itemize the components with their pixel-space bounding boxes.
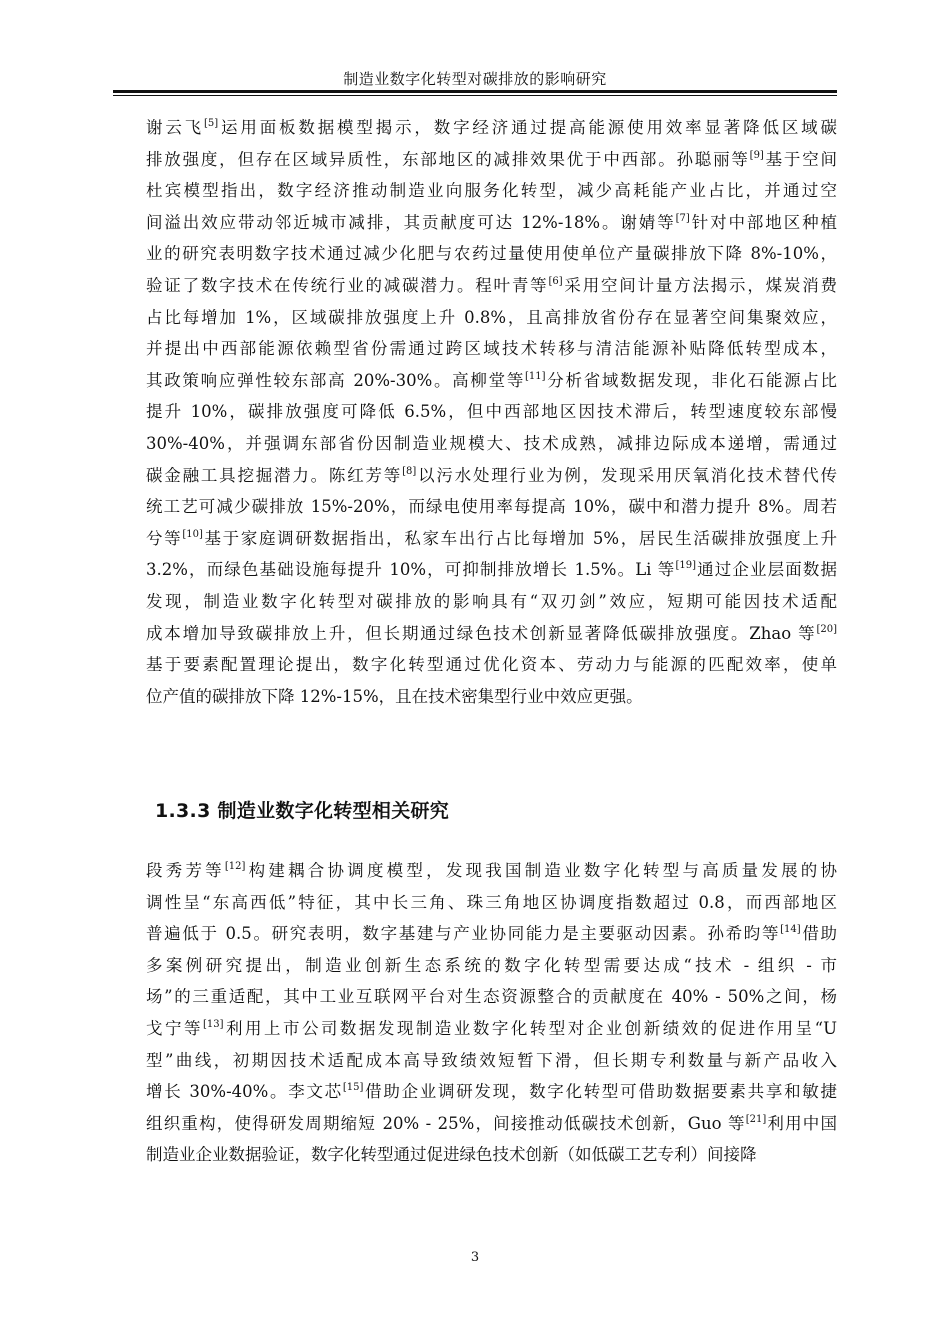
text-run: 多案例研究提出，制造业创新生态系统的数字化转型需要达成“技术 - 组织 - 市: [146, 955, 837, 975]
text-run: 普遍低于 0.5。研究表明，数字基建与产业协同能力是主要驱动因素。孙希昀等: [146, 924, 781, 944]
text-run: 以污水处理行业为例，发现采用厌氧消化技术替代传: [416, 465, 838, 485]
text-line: [113, 460, 837, 492]
text-line: [113, 302, 837, 334]
text-line: [113, 333, 837, 365]
text-run: 增长 30%-40%。李文芯: [146, 1082, 343, 1102]
text-run: 型”曲线，初期因技术适配成本高导致绩效短暂下滑，但长期专利数量与新产品收入: [146, 1050, 837, 1070]
citation-marker: [15]: [342, 1082, 364, 1094]
paragraph-carbon-emission-studies: [113, 112, 837, 712]
text-line: [113, 1108, 837, 1140]
text-run: 占比每增加 1%，区域碳排放强度上升 0.8%，且高排放省份存在显著空间集聚效应，: [146, 307, 837, 327]
text-run: 构建耦合协调度模型，发现我国制造业数字化转型与高质量发展的协: [245, 861, 838, 880]
citation-marker: [12]: [224, 861, 246, 872]
text-line: [113, 523, 837, 555]
text-run: 基于空间: [763, 149, 838, 169]
text-run: 业的研究表明数字技术通过减少化肥与农药过量使用使单位产量碳排放下降 8%-10%，: [146, 244, 837, 264]
text-run: 碳金融工具挖掘潜力。陈红芳等: [146, 465, 403, 485]
text-run: 组织重构，使得研发周期缩短 20% - 25%，间接推动低碳技术创新，Guo 等: [146, 1113, 746, 1133]
text-run: 运用面板数据模型揭示，数字经济通过提高能源使用效率显著降低区域碳: [218, 118, 838, 137]
text-run: 并提出中西部能源依赖型省份需通过跨区域技术转移与清洁能源补贴降低转型成本，: [146, 339, 837, 359]
citation-marker: [10]: [182, 528, 203, 540]
text-run: 场”的三重适配，其中工业互联网平台对生态资源整合的贡献度在 40% - 50%之间，杨: [146, 987, 837, 1007]
text-run: 采用空间计量方法揭示，煤炭消费: [562, 275, 838, 295]
text-run: 排放强度，但存在区域异质性，东部地区的减排效果优于中西部。孙聪丽等: [146, 149, 750, 169]
text-run: 通过企业层面数据: [695, 560, 838, 580]
text-line: [113, 918, 837, 950]
text-run: 借助: [800, 924, 837, 944]
text-run: 3.2%，而绿色基础设施每提升 10%，可抑制排放增长 1.5%。Li 等: [146, 560, 676, 580]
text-run: 针对中部地区种植: [689, 212, 838, 232]
text-line: [113, 586, 837, 618]
text-line: [113, 112, 837, 144]
text-run: 间溢出效应带动邻近城市减排，其贡献度可达 12%-18%。谢婧等: [146, 212, 676, 232]
text-line: [113, 981, 837, 1013]
text-run: 利用上市公司数据发现制造业数字化转型对企业创新绩效的促进作用呈“U: [223, 1018, 837, 1038]
text-line: [113, 1076, 837, 1108]
text-run: 位产值的碳排放下降 12%-15%，且在技术密集型行业中效应更强。: [146, 686, 643, 706]
text-run: 提升 10%，碳排放强度可降低 6.5%，但中西部地区因技术滞后，转型速度较东部慢: [146, 402, 837, 422]
citation-marker: [19]: [675, 560, 696, 572]
digital-transformation-block: [113, 855, 837, 1171]
citation-marker: [7]: [675, 212, 690, 224]
text-line: [113, 175, 837, 207]
text-run: 分析省域数据发现，非化石能源占比: [545, 370, 837, 390]
text-run: 30%-40%，并强调东部省份因制造业规模大、技术成熟，减排边际成本递增，需通过: [146, 433, 837, 453]
text-line: [113, 207, 837, 239]
text-line: [113, 428, 837, 460]
text-run: 借助企业调研发现，数字化转型可借助数据要素共享和敏捷: [363, 1082, 838, 1102]
text-line: [113, 144, 837, 176]
text-line: [113, 554, 837, 586]
text-run: 成本增加导致碳排放上升，但长期通过绿色技术创新显著降低碳排放强度。Zhao 等: [146, 623, 817, 643]
text-run: 基于家庭调研数据指出，私家车出行占比每增加 5%，居民生活碳排放强度上升: [202, 528, 838, 548]
citation-marker: [9]: [749, 149, 764, 161]
text-line: [113, 887, 837, 919]
citation-marker: [14]: [780, 924, 801, 936]
text-line: [113, 270, 837, 302]
header-rule-thin: [113, 95, 837, 96]
text-line: [113, 365, 837, 397]
text-run: 其政策响应弹性较东部高 20%-30%。高柳堂等: [146, 370, 526, 390]
citation-marker: [11]: [525, 370, 546, 382]
text-line: [113, 649, 837, 681]
text-line: [113, 396, 837, 428]
running-header: 制造业数字化转型对碳排放的影响研究: [343, 70, 607, 88]
page-number: 3: [470, 1250, 480, 1265]
text-line: [113, 238, 837, 270]
text-line: [113, 681, 837, 713]
text-run: 段秀芳等: [146, 861, 225, 880]
text-run: 发现，制造业数字化转型对碳排放的影响具有“双刃剑”效应，短期可能因技术适配: [146, 591, 837, 611]
text-line: [113, 855, 837, 887]
text-run: 调性呈“东高西低”特征，其中长三角、珠三角地区协调度指数超过 0.8，而西部地区: [146, 892, 837, 912]
text-run: 戈宁等: [146, 1018, 203, 1038]
paragraph-digital-transformation-studies: [113, 855, 837, 1171]
citation-marker: [21]: [745, 1113, 767, 1125]
text-run: 制造业企业数据验证，数字化转型通过促进绿色技术创新（如低碳工艺专利）间接降: [146, 1145, 757, 1165]
text-line: [113, 618, 837, 650]
text-line: [113, 950, 837, 982]
text-line: [113, 491, 837, 523]
text-run: 兮等: [146, 528, 183, 548]
literature-review-block: [113, 112, 837, 712]
text-line: [113, 1013, 837, 1045]
header-rule-thick: [113, 90, 837, 93]
text-line: [113, 1139, 837, 1171]
text-run: 统工艺可减少碳排放 15%-20%，而绿电使用率每提高 10%，碳中和潜力提升 8%。周若: [146, 497, 837, 517]
text-line: [113, 1045, 837, 1077]
section-heading: 1.3.3 制造业数字化转型相关研究: [155, 800, 450, 822]
text-run: 基于要素配置理论提出，数字化转型通过优化资本、劳动力与能源的匹配效率，使单: [146, 655, 837, 675]
citation-marker: [8]: [402, 465, 417, 477]
text-run: 利用中国: [766, 1113, 837, 1133]
citation-marker: [20]: [816, 623, 837, 635]
citation-marker: [13]: [202, 1018, 224, 1030]
text-run: 验证了数字技术在传统行业的减碳潜力。程叶青等: [146, 275, 549, 295]
citation-marker: [6]: [548, 275, 563, 287]
text-run: 杜宾模型指出，数字经济推动制造业向服务化转型，减少高耗能产业占比，并通过空: [146, 181, 837, 201]
citation-marker: [5]: [204, 118, 219, 129]
text-run: 谢云飞: [146, 118, 205, 137]
